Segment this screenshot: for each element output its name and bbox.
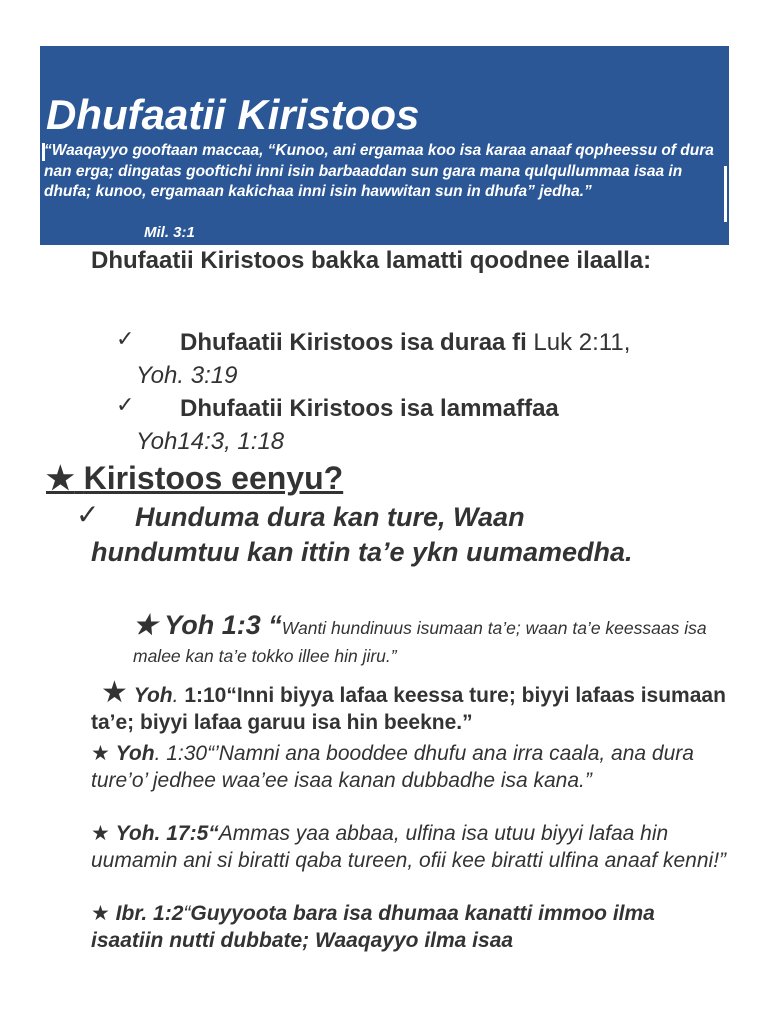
verse-ref: Yoh 1:3 — [164, 610, 261, 640]
list-item-bold: Dhufaatii Kiristoos isa duraa fi — [180, 329, 527, 356]
verse-text: Wanti hundinuus isumaan ta’e; waan ta’e keessaas isa malee kan ta’e tokko illee hin jiru.” — [133, 618, 707, 666]
section-title: Kiristoos eenyu? — [83, 460, 344, 496]
list-item-italic: Yoh. 3:19 — [136, 362, 238, 389]
list-item — [136, 326, 676, 392]
page-title: Dhufaatii Kiristoos — [46, 91, 420, 138]
intro-text: Dhufaatii Kiristoos bakka lamatti qoodnee ilaalla: — [91, 247, 652, 274]
verse-ref: Yoh — [133, 684, 173, 707]
quote-bar-right — [724, 166, 727, 222]
header-banner — [40, 46, 729, 245]
verse-ibr-1-2 — [91, 901, 731, 954]
header-reference: Mil. 3:1 — [144, 224, 195, 241]
verse-text: . 1:30“’Namni ana booddee dhufu ana irra caala, ana dura ture’o’ jedhee waa’ee isaa kanan dubbadhe isa kana.” — [91, 742, 694, 792]
star-icon: ★ — [91, 902, 116, 925]
verse-open-quote: “ — [268, 610, 282, 640]
header-quote: “Waaqayyo gooftaan maccaa, “Kunoo, ani ergamaa koo isa karaa anaaf qopheessu of dura nan erga; dingatas gooftichi inni isin barbaaddan sun gara mana qulqullummaa isaa in dhufa; kunoo, ergamaan kakichaa inni isin hawwitan sun in dhufa” jedha.” — [44, 142, 714, 200]
verse-ref: Yoh — [115, 742, 155, 765]
star-icon: ★ — [91, 742, 116, 765]
verse-yoh-17-5 — [91, 821, 731, 874]
star-icon: ★ — [91, 822, 116, 845]
list-item-ref: Luk 2:11, — [526, 329, 631, 356]
star-icon: ★ — [46, 460, 75, 496]
verse-yoh-1-3 — [133, 612, 733, 671]
list-item-bold: Dhufaatii Kiristoos isa lammaffaa — [180, 395, 559, 422]
section-heading — [46, 458, 343, 498]
answer-text: Hunduma dura kan ture, Waan hundumtuu kan ittin ta’e ykn uumamedha. — [91, 502, 633, 567]
list-item-italic: Yoh14:3, 1:18 — [136, 428, 285, 455]
verse-open-quote: “ — [183, 902, 191, 925]
verse-ref: Yoh. 17:5“ — [115, 822, 219, 845]
verse-yoh-1-30 — [91, 741, 731, 794]
verse-yoh-1-10: ★ Yoh. 1:10“Inni biyya lafaa keessa ture; biyyi lafaas isumaan ta’e; biyyi lafaa garuu isa hin beekne.” — [91, 676, 726, 734]
star-icon: ★ — [133, 610, 158, 640]
verse-text: Guyyoota bara isa dhumaa kanatti immoo ilma isaatiin nutti dubbate; Waaqayyo ilma isaa — [91, 902, 655, 952]
verse-text: Ammas yaa abbaa, ulfina isa utuu biyyi lafaa hin uumamin ani si biratti qaba tureen, ofii kee biratti ulfina anaaf kenni!” — [91, 822, 727, 872]
star-icon: ★ — [101, 676, 128, 709]
checkmark-icon: ✓ — [116, 392, 135, 417]
list-item — [136, 392, 676, 458]
verse-text: 1:10“Inni biyya lafaa keessa ture; biyyi lafaas isumaan ta’e; biyyi lafaa garuu isa hin beekne.” — [91, 684, 726, 734]
checkmark-icon: ✓ — [116, 326, 135, 351]
verse-ref: Ibr. 1:2 — [115, 902, 184, 925]
checkmark-icon: ✓ — [76, 499, 100, 530]
